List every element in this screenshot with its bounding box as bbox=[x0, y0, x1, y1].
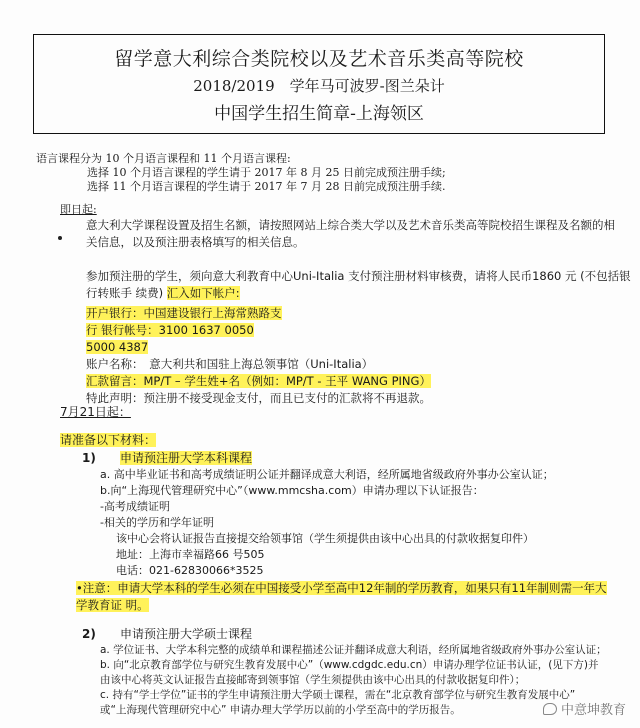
account-number-1: 行 银行帐号：3100 1637 0050 bbox=[86, 323, 254, 337]
item1-a: a. 高中毕业证书和高考成绩证明公证并翻译成意大利语，经所属地省级政府外事办公室认证； bbox=[100, 468, 554, 481]
item1-notice bbox=[76, 580, 607, 614]
immediately-heading: 即日起: bbox=[60, 203, 97, 216]
title-line-3: 中国学生招生简章-上海领区 bbox=[214, 104, 424, 124]
intro-para-2b-plain: 行转账手 续费) bbox=[86, 286, 167, 300]
item2-details bbox=[100, 643, 607, 718]
watermark-text: 中意坤教育 bbox=[560, 703, 626, 718]
account-info bbox=[86, 305, 431, 407]
bullet-dot bbox=[58, 236, 62, 240]
item2-b2: 由该中心将英文认证报告直接邮寄到领事馆（学生须提供由该中心出具的付款收据复印件）； bbox=[100, 674, 526, 686]
item1-note-1: •注意：申请大学本科的学生必须在中国接受小学至高中12年制的学历教育，如果只有11年制则需一年大 bbox=[76, 581, 607, 595]
intro-para-2b bbox=[86, 285, 631, 302]
july21-heading: 7月21日起： bbox=[60, 405, 131, 419]
account-remark: 汇款留言：MP/T – 学生姓+名（例如：MP/T - 王平 WANG PING） bbox=[86, 374, 431, 388]
item1-b1: -高考成绩证明 bbox=[100, 500, 170, 513]
item1-number: 1) bbox=[82, 451, 96, 465]
item1-details bbox=[100, 467, 554, 579]
watermark bbox=[543, 699, 626, 718]
item1-tel: 电话：021-62830066*3525 bbox=[116, 564, 264, 577]
intro-para-2 bbox=[86, 268, 631, 302]
account-number-2: 5000 4387 bbox=[86, 340, 149, 354]
title-line-2: 2018/2019 学年马可波罗-图兰朵计 bbox=[193, 77, 445, 95]
item1-b: b.向“上海现代管理研究中心”（www.mmcsha.com）申请办理以下认证报告： bbox=[100, 484, 484, 497]
item1-b3: 该中心会将认证报告直接提交给领事馆（学生须提供由该中心出具的付款收据复印件） bbox=[116, 532, 534, 545]
intro-para-1b: 关信息，以及预注册表格填写的相关信息。 bbox=[86, 235, 305, 249]
item2-c1: c. 持有“学士学位”证书的学生申请预注册大学硕士课程，需在“北京教育部学位与研究生教育发展中心” bbox=[100, 689, 576, 701]
intro-para-1a: 意大利大学课程设置及招生名额，请按照网站上综合类大学以及艺术音乐类高等院校招生课程及名额的相 bbox=[86, 218, 615, 232]
account-bank: 开户银行：中国建设银行上海常熟路支 bbox=[86, 306, 282, 320]
item2-number: 2) bbox=[82, 627, 96, 641]
item1-address: 地址：上海市幸福路66 号505 bbox=[116, 548, 265, 561]
title-line-1: 留学意大利综合类院校以及艺术音乐类高等院校 bbox=[114, 48, 524, 70]
intro-para-2a: 参加预注册的学生，须向意大利教育中心Uni-Italia 支付预注册材料审核费，请将人民币1860 元 (不包括银 bbox=[86, 269, 631, 283]
lang-intro-line-1: 语言课程分为 10 个月语言课程和 11 个月语言课程: bbox=[36, 152, 291, 165]
item2-b1: b. 向“北京教育部学位与研究生教育发展中心”（www.cdgdc.edu.cn）申请办理学位证书认证，(见下方)并 bbox=[100, 659, 599, 671]
item1-b2: -相关的学历和学年证明 bbox=[100, 516, 214, 529]
intro-para-1 bbox=[86, 217, 615, 251]
intro-para-2b-highlight: 汇入如下帐户: bbox=[166, 286, 240, 300]
item1-note-2: 学教育证 明。 bbox=[76, 598, 149, 612]
prepare-heading: 请准备以下材料： bbox=[60, 433, 157, 447]
item1-title: 申请预注册大学本科课程 bbox=[120, 451, 253, 465]
account-note: 特此声明：预注册不接受现金支付，而且已支付的汇款将不再退款。 bbox=[86, 391, 431, 405]
account-name: 账户名称： 意大利共和国驻上海总领事馆（Uni-Italia） bbox=[86, 357, 374, 371]
item2-c2: 或“上海现代管理研究中心” 申请办理大学学历以前的小学至高中的学历报告。 bbox=[100, 704, 461, 716]
lang-intro-line-3: 选择 11 个月语言课程的学生请于 2017 年 7 月 28 日前完成预注册手续. bbox=[87, 180, 446, 193]
wechat-icon bbox=[543, 703, 557, 715]
lang-intro-line-2: 选择 10 个月语言课程的学生请于 2017 年 8 月 25 日前完成预注册手续; bbox=[87, 166, 446, 179]
item2-a: a. 学位证书、大学本科完整的成绩单和课程描述公证并翻译成意大利语，经所属地省级政府外事办公室认证； bbox=[100, 644, 607, 656]
title-box bbox=[33, 34, 605, 134]
item2-title: 申请预注册大学硕士课程 bbox=[120, 627, 253, 641]
